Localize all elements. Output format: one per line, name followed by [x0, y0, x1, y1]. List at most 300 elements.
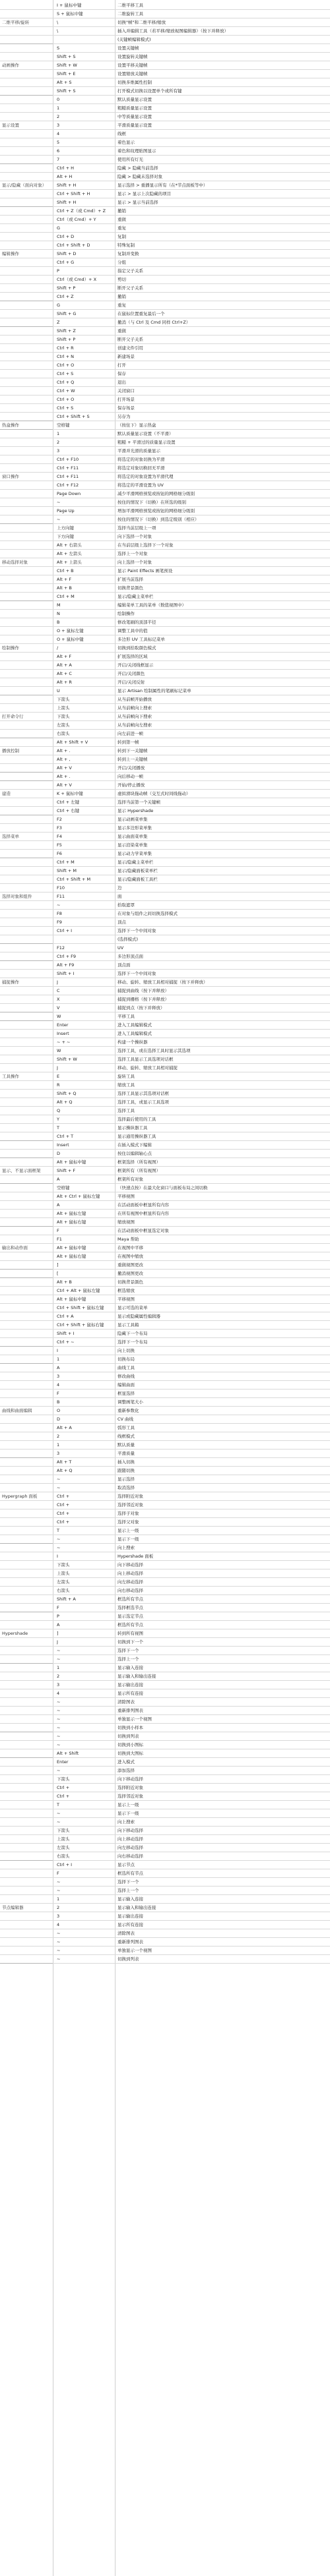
table-row — [0, 190, 330, 198]
shortcut-description: 切换到大图标 — [117, 1751, 143, 1756]
shortcut-key: 右箭头 — [57, 1588, 70, 1593]
shortcut-key: Shift + P — [57, 337, 76, 342]
shortcut-description: 向下移动选择 — [117, 1562, 143, 1567]
table-row — [0, 1347, 330, 1355]
shortcut-key: Ctrl + R — [57, 345, 74, 351]
shortcut-key: 左箭头 — [57, 1845, 70, 1850]
shortcut-key: ~ — [57, 1648, 61, 1653]
shortcut-key: A — [57, 1365, 60, 1370]
shortcut-description: 显示动画菜单集 — [117, 817, 148, 822]
shortcut-description: 在活动面板中框显选定对象 — [117, 1228, 169, 1233]
shortcut-key: G — [57, 303, 61, 308]
table-row — [0, 173, 330, 181]
shortcut-key: Ctrl + — [57, 1502, 70, 1508]
shortcut-key: Insert — [57, 1142, 69, 1148]
table-row — [0, 1809, 330, 1818]
shortcut-description: 平移视图 — [117, 1194, 135, 1199]
shortcut-key: 上方向键 — [57, 525, 74, 531]
shortcut-key: Shift + A — [57, 1596, 76, 1602]
table-row — [0, 661, 330, 670]
shortcut-description: 新建场景 — [117, 354, 135, 359]
shortcut-description: 显示下一级 — [117, 1811, 139, 1816]
shortcut-key: C — [57, 988, 60, 993]
shortcut-description: 移动、旋转、缩放工具相对捕捉 — [117, 1065, 178, 1070]
table-row — [0, 130, 330, 138]
shortcut-key: 7 — [57, 157, 60, 162]
shortcut-key: Ctrl + F12 — [57, 483, 79, 488]
shortcut-key: 3 — [57, 1451, 60, 1456]
table-row — [0, 481, 330, 490]
shortcut-description: 显示/隐藏主菜单栏 — [117, 594, 154, 599]
shortcut-description: 转到所有视图 — [117, 1631, 143, 1636]
shortcut-description: 向上切换 — [117, 1348, 135, 1353]
table-row — [0, 1844, 330, 1852]
shortcut-key: ~ — [57, 1742, 61, 1747]
shortcut-description: 选择框选节点 — [117, 1605, 143, 1610]
shortcut-description: 编辑曲面 — [117, 1382, 135, 1388]
table-row — [0, 344, 330, 353]
shortcut-description: 边 — [117, 885, 122, 891]
shortcut-key: 下箭头 — [57, 1562, 70, 1567]
shortcut-description: 选择工具，或显示工具选项 — [117, 1099, 169, 1105]
shortcut-key: ] — [57, 1262, 59, 1268]
shortcut-description: 开启/关闭反射 — [117, 680, 145, 685]
shortcut-description: 切换到小样本 — [117, 1725, 143, 1730]
shortcut-key: Alt + S — [57, 80, 72, 85]
table-row — [0, 978, 330, 987]
table-row — [0, 670, 330, 678]
shortcut-description: 向上搜索 — [117, 1545, 135, 1550]
shortcut-key: X — [57, 997, 60, 1002]
shortcut-description: 显示曲面菜单集 — [117, 834, 148, 839]
shortcut-description: 多边形 UV 工具标记菜单 — [117, 637, 165, 642]
shortcut-key: [ — [57, 1271, 59, 1276]
shortcut-description: 向上选择一个对象 — [117, 560, 152, 565]
shortcut-description: 扩展当前选择 — [117, 577, 143, 582]
section-label: 工具操作 — [2, 1074, 19, 1079]
shortcut-description: 选择工具 — [117, 1108, 135, 1113]
shortcut-description: 单独显示一个视图 — [117, 1948, 152, 1953]
shortcut-description: 显示 Artisan 绘制属性的笔刷标记菜单 — [117, 688, 191, 693]
shortcut-key: 上箭头 — [57, 1836, 70, 1842]
table-row — [0, 1938, 330, 1947]
table-row — [0, 575, 330, 584]
shortcut-description: 显示操纵器工具 — [117, 1125, 148, 1130]
shortcut-description: 打开模式切换以设置单个或所有键 — [117, 88, 182, 94]
table-row — [0, 533, 330, 541]
shortcut-key: F1 — [57, 1237, 62, 1242]
shortcut-description: 显示上一级 — [117, 1802, 139, 1807]
table-row — [0, 1707, 330, 1715]
shortcut-key: I + 鼠标中键 — [57, 3, 82, 8]
shortcut-description: 修改曲线 — [117, 1374, 135, 1379]
shortcut-key: Ctrl + T — [57, 1134, 74, 1139]
shortcut-key: T — [57, 1528, 59, 1533]
shortcut-description: 选择下一个布局 — [117, 1339, 148, 1345]
shortcut-key: U — [57, 688, 60, 693]
shortcut-key: 空格键 — [57, 1185, 70, 1190]
shortcut-key: Insert — [57, 1031, 69, 1036]
table-row — [0, 104, 330, 113]
shortcut-description: 显示上一级 — [117, 1528, 139, 1533]
shortcut-description: 显示/隐藏主菜单栏 — [117, 860, 154, 865]
table-row — [0, 1227, 330, 1235]
shortcut-description: 减少平滑网格预览或按钮的网格细分级别 — [117, 491, 195, 496]
table-row — [0, 1124, 330, 1132]
table-row — [0, 490, 330, 498]
table-row — [0, 27, 330, 36]
table-row — [0, 1415, 330, 1424]
table-row — [0, 824, 330, 833]
table-row — [0, 550, 330, 558]
shortcut-key: Ctrl + W — [57, 388, 75, 394]
shortcut-description: 捕捉到栅格（按下并释放） — [117, 997, 169, 1002]
shortcut-key: ] — [57, 1631, 59, 1636]
shortcut-key: 1 — [57, 105, 60, 111]
table-row — [0, 1801, 330, 1809]
shortcut-key: F — [57, 1391, 59, 1396]
shortcut-key: S — [57, 45, 60, 51]
table-row — [0, 910, 330, 918]
shortcut-key: Ctrl + — [57, 1519, 70, 1525]
shortcut-description: 显示通用操纵器工具 — [117, 1134, 156, 1139]
shortcut-key: Page Up — [57, 508, 75, 513]
shortcut-description: 中等质量显示设置 — [117, 114, 152, 119]
table-row — [0, 867, 330, 875]
table-row — [0, 370, 330, 378]
shortcut-key: Alt + V — [57, 782, 72, 788]
table-row — [0, 833, 330, 841]
shortcut-key: Alt + 鼠标中键 — [57, 1297, 86, 1302]
table-row — [0, 738, 330, 747]
shortcut-description: 拾取遮罩 — [117, 902, 135, 908]
shortcut-key: Shift + Z — [57, 328, 76, 334]
shortcut-description: 在视图中平移 — [117, 1245, 143, 1250]
shortcut-key: / — [57, 645, 59, 651]
shortcut-key: Ctrl + — [57, 1494, 70, 1499]
shortcut-description: 显示所有连接 — [117, 1691, 143, 1696]
shortcut-description: 平滑并光滑的质量显示 — [117, 448, 160, 454]
shortcut-key: 空格键 — [57, 423, 70, 428]
shortcut-description: 跟随切换 — [117, 1468, 135, 1473]
shortcut-description: 选择下一个 — [117, 1879, 139, 1885]
table-row — [0, 455, 330, 464]
shortcut-description: 切换布局 — [117, 1357, 135, 1362]
shortcut-description: 曲线工具 — [117, 1365, 135, 1370]
shortcut-key: Alt + 左箭头 — [57, 551, 82, 556]
shortcut-key: ~ — [57, 1819, 61, 1825]
table-row — [0, 1612, 330, 1621]
shortcut-description: 缩放工具 — [117, 1082, 135, 1088]
shortcut-description: 显示多边形菜单集 — [117, 825, 152, 831]
shortcut-description: 进入工具编辑模式 — [117, 1031, 152, 1036]
shortcut-description: 选择上一个对象 — [117, 551, 148, 556]
table-row — [0, 1784, 330, 1792]
shortcut-key: Alt + H — [57, 174, 73, 179]
table-row — [0, 713, 330, 721]
shortcut-key: J — [57, 1639, 58, 1645]
table-row — [0, 1681, 330, 1689]
shortcut-description: 撤销 — [117, 294, 126, 299]
shortcut-description: 移动、旋转、缩放工具相对捕捉（按下并释放） — [117, 980, 208, 985]
shortcut-key: I — [57, 1348, 58, 1353]
shortcut-description: 按住的情况下（切换）在所选的级别 — [117, 500, 186, 505]
shortcut-key: Shift + W — [57, 1057, 77, 1062]
shortcut-key: 下箭头 — [57, 1776, 70, 1782]
shortcut-key: A — [57, 1622, 60, 1627]
table-row — [0, 78, 330, 87]
shortcut-key: Alt + 上箭头 — [57, 560, 82, 565]
shortcut-description: 向下选择一个对象 — [117, 534, 152, 539]
shortcut-description: 打开场景 — [117, 397, 135, 402]
shortcut-description: 使用所有灯光 — [117, 157, 143, 162]
table-row — [0, 1398, 330, 1407]
shortcut-key: Ctrl + — [57, 1794, 70, 1799]
table-row — [0, 284, 330, 293]
shortcut-description: 插入并编辑工具（若平移/缩放视图编辑器）（按下并释放） — [117, 28, 228, 34]
shortcut-description: 向右移动选择 — [117, 1854, 143, 1859]
shortcut-key: ~ — [57, 1537, 61, 1542]
shortcut-key: Alt + A — [57, 662, 72, 668]
table-row — [0, 224, 330, 233]
shortcut-description: 选择上一个 — [117, 1656, 139, 1662]
table-row — [0, 815, 330, 824]
shortcut-key: 2 — [57, 1905, 60, 1910]
shortcut-key: Alt + R — [57, 680, 72, 685]
shortcut-key: 2 — [57, 440, 60, 445]
table-row — [0, 113, 330, 121]
shortcut-description: 单独显示一个视图 — [117, 1716, 152, 1722]
shortcut-description: 切换背景颜色 — [117, 1279, 143, 1285]
shortcut-description: 顶点 — [117, 920, 126, 925]
table-row — [0, 927, 330, 935]
shortcut-key: M — [57, 602, 61, 608]
shortcut-key: Shift + P — [57, 285, 76, 291]
shortcut-key: Enter — [57, 1022, 69, 1028]
table-row — [0, 1947, 330, 1955]
shortcut-description: 捕捉到点（按下并释放） — [117, 1005, 165, 1010]
table-row — [0, 901, 330, 910]
shortcut-key: Alt + 鼠标中键 — [57, 1159, 86, 1165]
shortcut-key: Alt + C — [57, 671, 72, 676]
table-row — [0, 601, 330, 610]
shortcut-description: 捕捉到曲线（按下并释放） — [117, 988, 169, 993]
table-row — [0, 1184, 330, 1192]
shortcut-description: 向下移动选择 — [117, 1828, 143, 1833]
table-row — [0, 1295, 330, 1304]
table-row — [0, 1, 330, 10]
table-row — [0, 1021, 330, 1030]
shortcut-key: F5 — [57, 842, 62, 848]
table-row — [0, 164, 330, 173]
table-row — [0, 884, 330, 893]
shortcut-key: 4 — [57, 1382, 60, 1388]
table-row — [0, 96, 330, 104]
table-row — [0, 61, 330, 70]
shortcut-key: 下箭头 — [57, 714, 70, 719]
shortcut-key: Ctrl + F10 — [57, 457, 79, 462]
shortcut-description: 选择下一个中间对象 — [117, 928, 156, 933]
shortcut-key: W — [57, 1048, 61, 1053]
shortcut-description: (选择模式) — [117, 937, 139, 942]
shortcut-description: 插入切换 — [117, 1459, 135, 1465]
shortcut-key: F9 — [57, 920, 62, 925]
shortcut-description: 清除图表 — [117, 1699, 135, 1705]
table-row — [0, 1098, 330, 1107]
table-row — [0, 567, 330, 575]
shortcut-description: 默认质量显示设置（不平滑） — [117, 431, 174, 436]
shortcut-description: 显示 Hypershade — [117, 808, 154, 813]
table-row — [0, 995, 330, 1004]
shortcut-key: ~ — [57, 1485, 61, 1490]
shortcut-key: Z — [57, 320, 60, 325]
table-row — [0, 704, 330, 713]
shortcut-key: F10 — [57, 885, 65, 891]
shortcut-key: ~ + ~ — [57, 1039, 71, 1045]
shortcut-description: 进入工具编辑模式 — [117, 1022, 152, 1028]
shortcut-key: 2 — [57, 114, 60, 119]
shortcut-description: 显示选定节点 — [117, 1614, 143, 1619]
shortcut-key: Page Down — [57, 491, 81, 496]
shortcut-description: 向上搜索 — [117, 1819, 135, 1825]
shortcut-description: 显示输出连接 — [117, 1914, 143, 1919]
shortcut-description: 退出 — [117, 380, 126, 385]
shortcut-key: ~ — [57, 1656, 61, 1662]
shortcut-key: Alt + 鼠标左键 — [57, 1211, 86, 1216]
shortcut-key: B — [57, 1399, 60, 1405]
table-row — [0, 695, 330, 704]
shortcut-key: ~ — [57, 1948, 61, 1953]
shortcut-description: 将选定对象切换回无平滑 — [117, 465, 165, 471]
shortcut-description: 设置缩放关键帧 — [117, 71, 148, 76]
shortcut-description: 从当前帧开始播放 — [117, 697, 152, 702]
shortcut-key: Shift + E — [57, 71, 76, 76]
shortcut-key: Ctrl + S — [57, 371, 74, 376]
shortcut-description: (关键帧编辑模式) — [117, 37, 151, 42]
shortcut-description: 显示/隐藏面板工具栏 — [117, 877, 158, 882]
shortcut-description: 显示渲染菜单集 — [117, 842, 148, 848]
shortcut-key: 3 — [57, 448, 60, 454]
shortcut-description: 显示下一级 — [117, 1537, 139, 1542]
shortcut-description: 选择上一个 — [117, 1888, 139, 1893]
table-row — [0, 653, 330, 661]
shortcut-description: 着色显示 — [117, 140, 135, 145]
table-row — [0, 1767, 330, 1775]
table-row — [0, 970, 330, 978]
table-row — [0, 1647, 330, 1655]
shortcut-description: 重新排列图表 — [117, 1939, 143, 1945]
table-row — [0, 541, 330, 550]
table-row — [0, 1201, 330, 1210]
shortcut-key: ~ — [57, 1477, 61, 1482]
section-label: 建造 — [2, 791, 11, 796]
table-row — [0, 1364, 330, 1372]
shortcut-key: 下箭头 — [57, 1828, 70, 1833]
shortcut-key: 上箭头 — [57, 1571, 70, 1576]
shortcut-description: 显示所有连接 — [117, 1922, 143, 1927]
table-row — [0, 464, 330, 473]
shortcut-key: 6 — [57, 148, 60, 154]
shortcut-description: 特殊复制 — [117, 243, 135, 248]
shortcut-description: 在插入模式下编辑 — [117, 1142, 152, 1148]
shortcut-key: 1 — [57, 1896, 60, 1902]
shortcut-key: Ctrl + F11 — [57, 474, 79, 479]
shortcut-description: （快速点按）在最大化窗口与面板布局之间切换 — [117, 1185, 208, 1190]
shortcut-description: 隐藏下一个布局 — [117, 1331, 148, 1336]
shortcut-description: 选择邻近对象 — [117, 1502, 143, 1508]
shortcut-description: 绘制操作 — [117, 611, 135, 616]
table-row — [0, 1929, 330, 1938]
shortcut-key: Shift + W — [57, 63, 77, 68]
shortcut-key: Ctrl + D — [57, 234, 75, 239]
shortcut-description: 平移工具 — [117, 1014, 135, 1019]
shortcut-key: Ctrl（或 Cmd）+ X — [57, 277, 97, 282]
shortcut-key: Ctrl + Shift + H — [57, 191, 90, 196]
shortcut-description: 撤销 — [117, 208, 126, 214]
table-row — [0, 1407, 330, 1415]
section-label: 显示/隐藏（面向对象） — [2, 183, 47, 188]
shortcut-description: 显示 > 显示上次隐藏的项目 — [117, 191, 172, 196]
shortcut-key: Shift + M — [57, 868, 77, 873]
shortcut-key: ~ — [57, 902, 61, 908]
table-row — [0, 1235, 330, 1244]
shortcut-description: （按住下）显示热盒 — [117, 423, 156, 428]
table-row — [0, 1878, 330, 1887]
shortcut-description: 将选定的对象切换为平滑 — [117, 457, 165, 462]
shortcut-key: Ctrl + F11 — [57, 465, 79, 471]
shortcut-key: F — [57, 1228, 59, 1233]
shortcut-key: Ctrl + ~ — [57, 1339, 75, 1345]
shortcut-key: Shift + H — [57, 183, 77, 188]
table-row — [0, 258, 330, 267]
shortcut-description: 显示输入连接 — [117, 1665, 143, 1670]
shortcut-description: 虚拟滑块拖动帧（交互式时间线拖动） — [117, 791, 191, 796]
table-row — [0, 1912, 330, 1921]
shortcut-description: 添加选择 — [117, 1768, 135, 1773]
shortcut-description: 重新参数化 — [117, 1408, 139, 1413]
section-label: 绘制操作 — [2, 645, 19, 651]
shortcut-key: B — [57, 620, 60, 625]
table-row — [0, 70, 330, 78]
shortcut-description: 开始/停止播放 — [117, 782, 145, 788]
shortcut-description: 剪切 — [117, 277, 126, 282]
section-label: 打开命令行 — [2, 714, 24, 719]
table-row — [0, 1698, 330, 1707]
table-row — [0, 635, 330, 644]
shortcut-key: Alt + 鼠标右键 — [57, 1254, 86, 1259]
table-row — [0, 841, 330, 850]
table-row — [0, 1158, 330, 1167]
shortcut-description: 在活动面板中框显所有内容 — [117, 1202, 169, 1208]
table-row — [0, 10, 330, 18]
shortcut-key: 3 — [57, 1914, 60, 1919]
table-row — [0, 1552, 330, 1561]
table-row — [0, 558, 330, 567]
shortcut-key — [57, 36, 114, 44]
shortcut-key: Shift + G — [57, 311, 77, 316]
table-row — [0, 121, 330, 130]
shortcut-description: 编辑菜单工具的菜单（数值视图中） — [117, 602, 186, 608]
table-row — [0, 18, 330, 27]
table-row — [0, 1192, 330, 1201]
shortcut-description: 向左移动选择 — [117, 1845, 143, 1850]
table-row — [0, 138, 330, 147]
table-row — [0, 327, 330, 336]
table-row — [0, 678, 330, 687]
table-row — [0, 387, 330, 395]
shortcut-description: 切换到小图标 — [117, 1742, 143, 1747]
shortcut-description: 设置旋转关键帧 — [117, 54, 148, 59]
